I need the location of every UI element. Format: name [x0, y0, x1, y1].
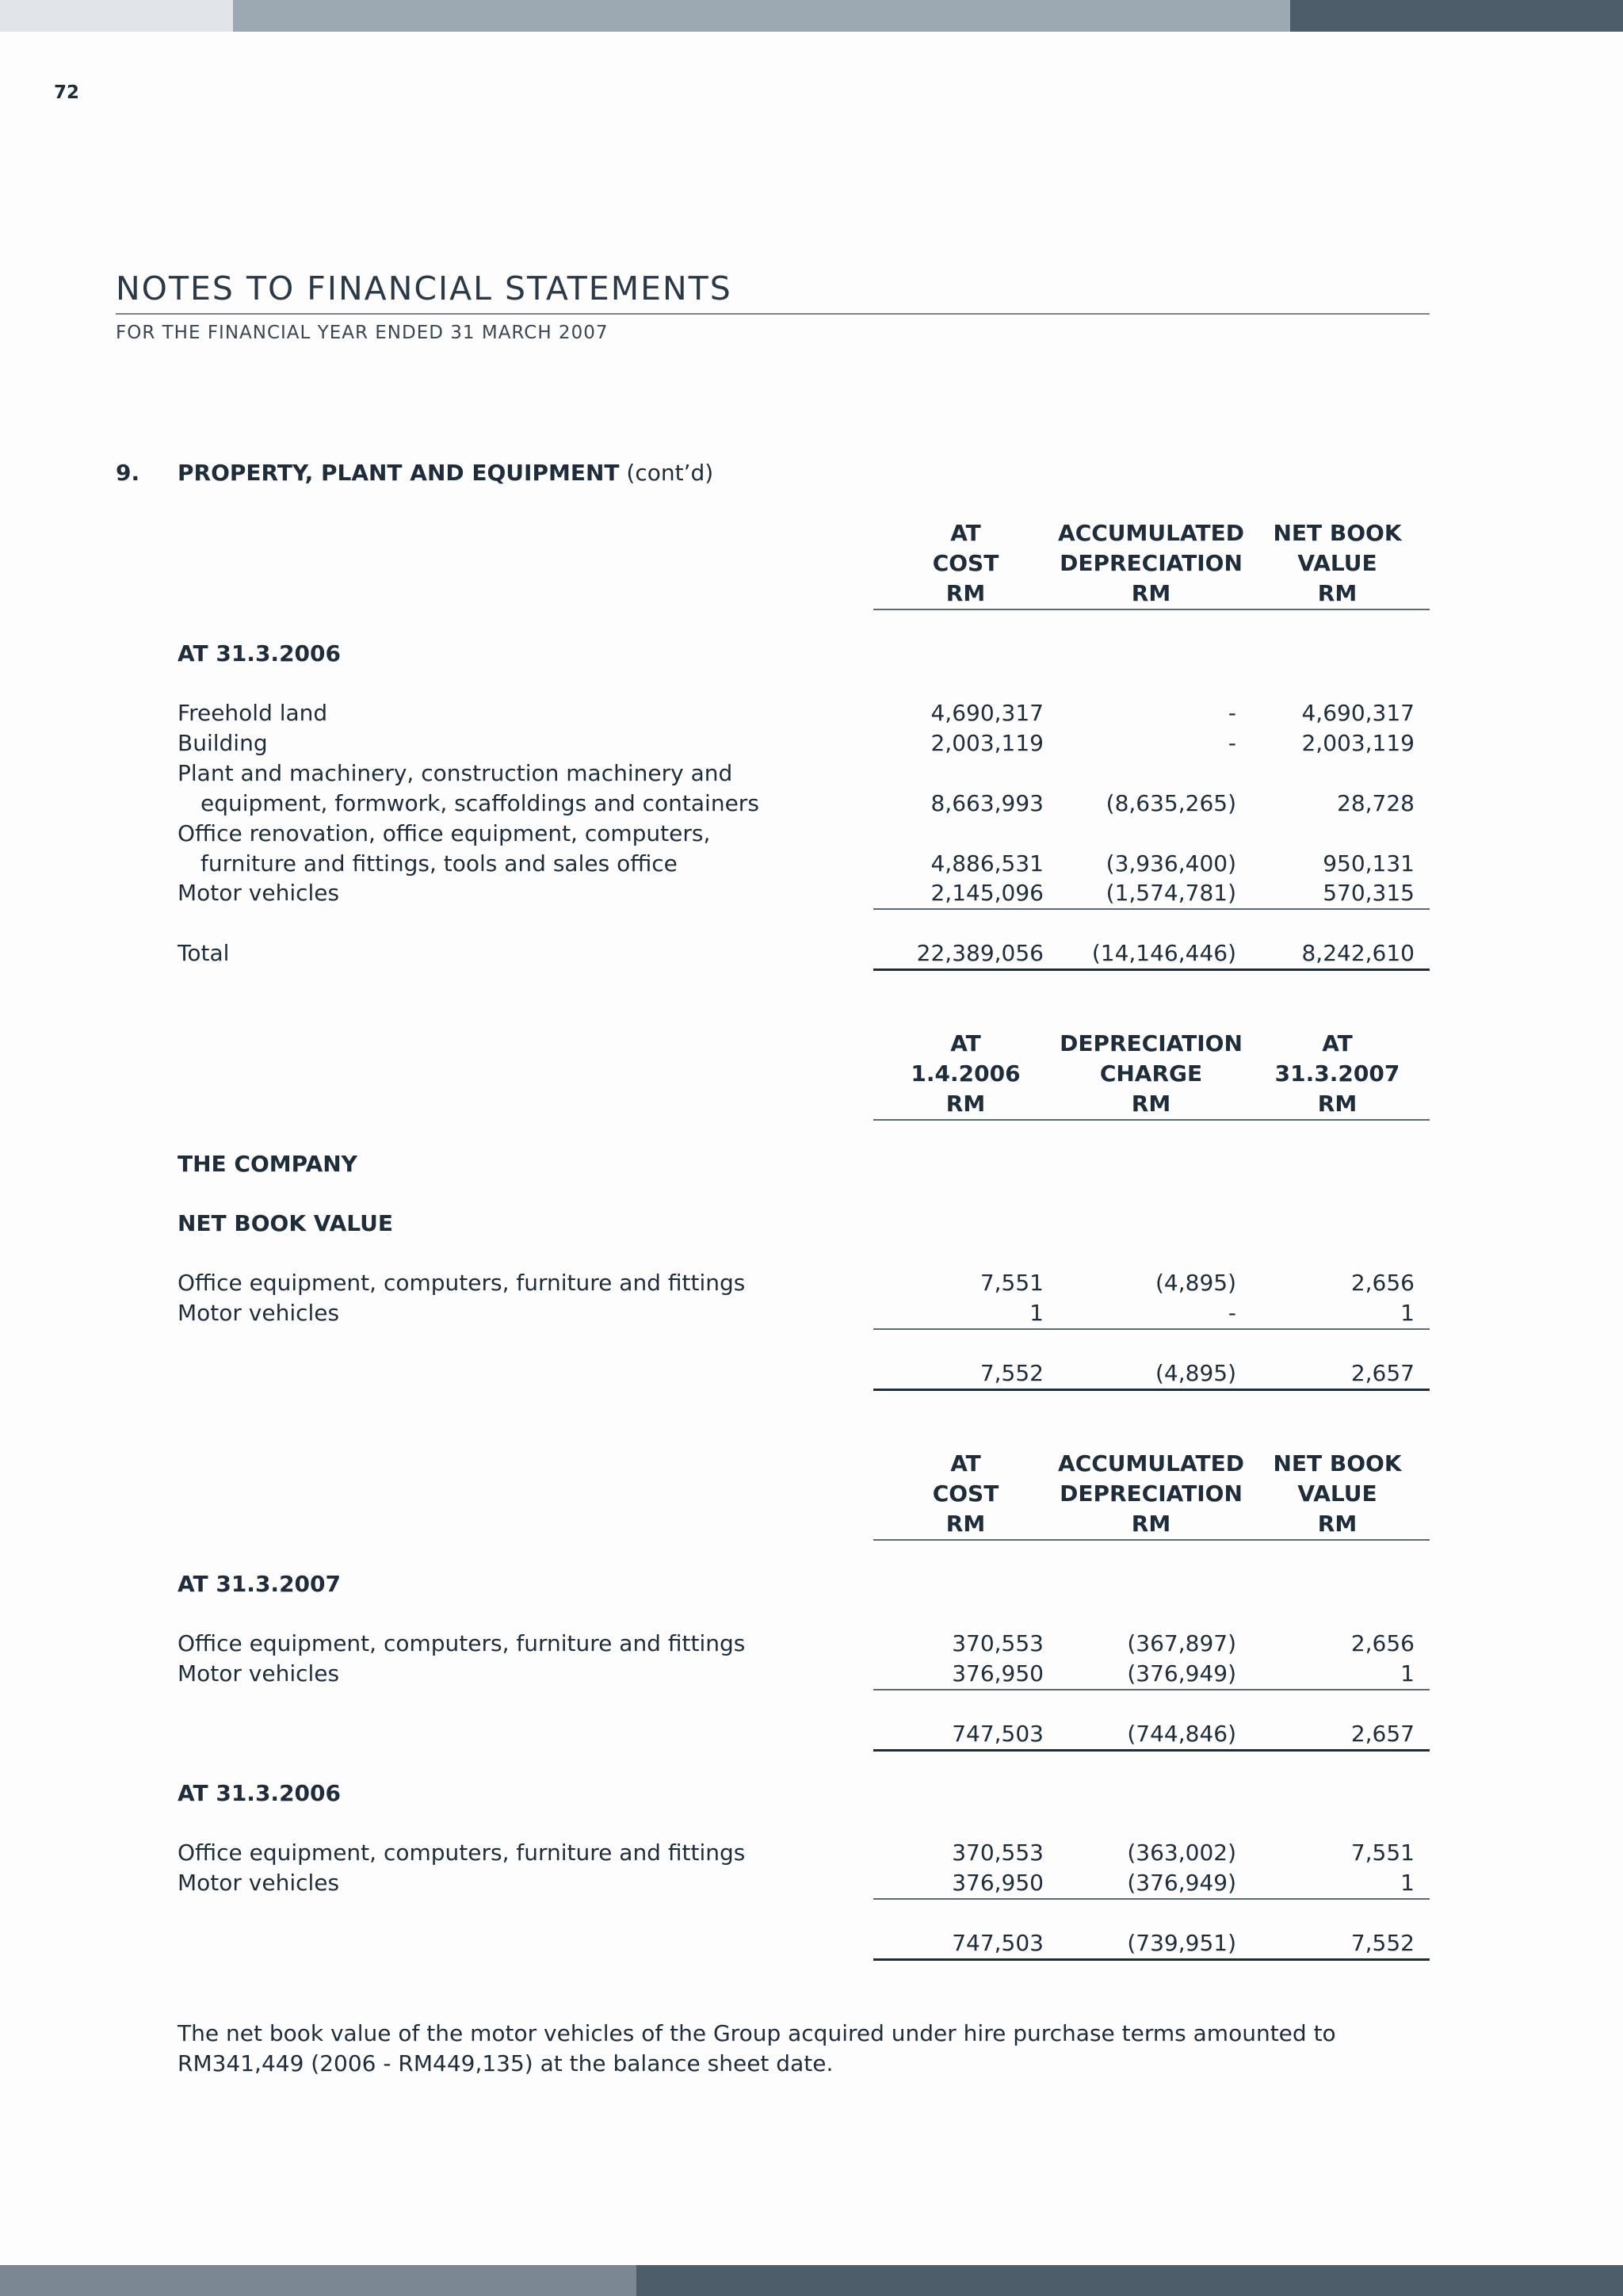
t2-col1-header-line3: RM	[945, 1091, 986, 1117]
t1-col1-header-line2: COST	[932, 550, 999, 576]
t3-subtotal-rule	[873, 1689, 1430, 1690]
t2-row-label: Motor vehicles	[178, 1300, 340, 1326]
t1-row-value-cost: 4,886,531	[930, 850, 1044, 877]
t3-col1-header	[885, 1449, 1046, 1539]
bottom-bar-segment-light	[0, 2265, 636, 2296]
t3-col3-header	[1256, 1449, 1419, 1539]
title-divider	[116, 313, 1430, 315]
top-bar-segment-dark	[1290, 0, 1623, 32]
t1-row-value-cost: 2,003,119	[930, 730, 1044, 756]
t3-row-value-nbv: 2,656	[1350, 1630, 1415, 1656]
t3-col1-header-line2: COST	[932, 1480, 999, 1507]
t1-row-label-cont: furniture and fittings, tools and sales office	[200, 850, 678, 877]
t1-total-cost: 22,389,056	[916, 940, 1044, 966]
t1-row-value-cost: 2,145,096	[930, 880, 1044, 906]
t3-col2-header	[1046, 1449, 1256, 1539]
t1-total-nbv: 8,242,610	[1301, 940, 1415, 966]
t3-row-label: Office equipment, computers, furniture and fittings	[178, 1839, 746, 1866]
t2-col3-header-line2: 31.3.2007	[1274, 1060, 1400, 1087]
t1-row-label: Plant and machinery, construction machinery and	[178, 760, 733, 786]
t3-total-cost-2: 747,503	[952, 1930, 1044, 1956]
t1-row-label: Motor vehicles	[178, 880, 340, 906]
t2-total-charge: (4,895)	[1155, 1360, 1236, 1386]
t3-row-value-cost: 376,950	[952, 1870, 1044, 1896]
t2-col3-header	[1256, 1029, 1419, 1119]
footnote: The net book value of the motor vehicles of the Group acquired under hire purchase terms amounted to RM341,449 (2006 - RM449,135) at the balance sheet date.	[178, 2020, 1336, 2076]
t2-col1-header-line2: 1.4.2006	[911, 1060, 1021, 1087]
section-number: 9.	[116, 460, 140, 486]
t1-row-label-cont: equipment, formwork, scaffoldings and containers	[200, 790, 759, 816]
t1-col1-header-line3: RM	[945, 580, 986, 606]
bottom-bar-segment-dark	[636, 2265, 1623, 2296]
t2-col2-header-line3: RM	[1131, 1091, 1171, 1117]
t2-row-value-charge: -	[1228, 1300, 1236, 1326]
t2-row-value-closing: 1	[1400, 1300, 1415, 1326]
t3-col3-header-line3: RM	[1317, 1511, 1358, 1537]
t1-header-rule	[873, 609, 1430, 610]
t3-total-depreciation-2: (739,951)	[1127, 1930, 1236, 1956]
t1-row-value-nbv: 28,728	[1337, 790, 1415, 816]
t1-row-value-cost: 4,690,317	[930, 700, 1044, 726]
t1-row-label: Office renovation, office equipment, computers,	[178, 820, 711, 846]
t2-total-closing: 2,657	[1350, 1360, 1415, 1386]
page-title: NOTES TO FINANCIAL STATEMENTS	[116, 269, 732, 308]
t3-total-nbv: 2,657	[1350, 1721, 1415, 1747]
t2-row-value-closing: 2,656	[1350, 1270, 1415, 1296]
t2-heading-company: THE COMPANY	[178, 1151, 357, 1177]
t3-subtotal-rule-2	[873, 1898, 1430, 1900]
t3-row-value-cost: 370,553	[952, 1839, 1044, 1866]
t3-row-value-depreciation: (376,949)	[1127, 1870, 1236, 1896]
t1-row-value-depreciation: -	[1228, 730, 1236, 756]
t2-col1-header-line1: AT	[950, 1030, 981, 1056]
t3-row-label: Motor vehicles	[178, 1660, 340, 1687]
t1-total-depreciation: (14,146,446)	[1091, 940, 1236, 966]
t3-row-value-cost: 370,553	[952, 1630, 1044, 1656]
t1-row-value-nbv: 4,690,317	[1301, 700, 1415, 726]
t2-row-value-opening: 7,551	[980, 1270, 1044, 1296]
t3-row-label: Office equipment, computers, furniture and fittings	[178, 1630, 746, 1656]
t2-row-label: Office equipment, computers, furniture and fittings	[178, 1270, 746, 1296]
t1-row-value-depreciation: (8,635,265)	[1106, 790, 1236, 816]
t3-row-value-depreciation: (367,897)	[1127, 1630, 1236, 1656]
t2-heading-nbv: NET BOOK VALUE	[178, 1210, 393, 1236]
t3-row-value-nbv: 1	[1400, 1660, 1415, 1687]
t2-total-rule	[873, 1389, 1430, 1391]
t1-col2-header-line1: ACCUMULATED	[1058, 520, 1244, 546]
t1-row-value-nbv: 570,315	[1323, 880, 1415, 906]
t3-heading-2007: AT 31.3.2007	[178, 1571, 341, 1597]
t1-row-label: Freehold land	[178, 700, 328, 726]
t1-col2-header-line3: RM	[1131, 580, 1171, 606]
t3-col2-header-line2: DEPRECIATION	[1060, 1480, 1243, 1507]
t3-total-cost: 747,503	[952, 1721, 1044, 1747]
t3-col2-header-line3: RM	[1131, 1511, 1171, 1537]
t1-col3-header	[1256, 518, 1419, 609]
t1-col3-header-line1: NET BOOK	[1273, 520, 1402, 546]
t1-heading: AT 31.3.2006	[178, 640, 341, 667]
section-title-suffix: (cont’d)	[626, 460, 714, 486]
t3-col3-header-line1: NET BOOK	[1273, 1450, 1402, 1477]
t1-col3-header-line2: VALUE	[1297, 550, 1377, 576]
bottom-color-bar	[0, 2265, 1623, 2296]
t2-col2-header-line2: CHARGE	[1099, 1060, 1203, 1087]
t3-row-value-nbv: 7,551	[1350, 1839, 1415, 1866]
t1-total-label: Total	[178, 940, 230, 966]
t2-header-rule	[873, 1119, 1430, 1121]
t3-total-nbv-2: 7,552	[1350, 1930, 1415, 1956]
section-title-bold: PROPERTY, PLANT AND EQUIPMENT	[178, 460, 620, 486]
t1-subtotal-rule	[873, 908, 1430, 910]
t1-row-value-cost: 8,663,993	[930, 790, 1044, 816]
t2-row-value-charge: (4,895)	[1155, 1270, 1236, 1296]
t3-row-value-nbv: 1	[1400, 1870, 1415, 1896]
t1-row-value-nbv: 2,003,119	[1301, 730, 1415, 756]
t3-total-depreciation: (744,846)	[1127, 1721, 1236, 1747]
t1-col1-header	[885, 518, 1046, 609]
t1-col2-header-line2: DEPRECIATION	[1060, 550, 1243, 576]
t3-total-rule	[873, 1749, 1430, 1752]
t1-row-value-depreciation: (3,936,400)	[1106, 850, 1236, 877]
page-number: 72	[54, 82, 80, 103]
t1-col2-header	[1046, 518, 1256, 609]
t2-col2-header	[1046, 1029, 1256, 1119]
t2-total-opening: 7,552	[980, 1360, 1044, 1386]
t1-col3-header-line3: RM	[1317, 580, 1358, 606]
t2-col2-header-line1: DEPRECIATION	[1060, 1030, 1243, 1056]
t3-row-label: Motor vehicles	[178, 1870, 340, 1896]
t3-row-value-cost: 376,950	[952, 1660, 1044, 1687]
t3-header-rule	[873, 1539, 1430, 1541]
t2-subtotal-rule	[873, 1328, 1430, 1330]
section-title	[178, 460, 713, 486]
t2-col1-header	[885, 1029, 1046, 1119]
t3-col1-header-line1: AT	[950, 1450, 981, 1477]
t1-row-value-nbv: 950,131	[1323, 850, 1415, 877]
page-subtitle: FOR THE FINANCIAL YEAR ENDED 31 MARCH 2007	[116, 323, 609, 343]
t3-total-rule-2	[873, 1958, 1430, 1961]
t3-row-value-depreciation: (363,002)	[1127, 1839, 1236, 1866]
t1-col1-header-line1: AT	[950, 520, 981, 546]
t3-col1-header-line3: RM	[945, 1511, 986, 1537]
t3-col3-header-line2: VALUE	[1297, 1480, 1377, 1507]
t1-total-rule	[873, 968, 1430, 971]
t1-row-value-depreciation: (1,574,781)	[1106, 880, 1236, 906]
top-color-bar	[0, 0, 1623, 32]
t1-row-value-depreciation: -	[1228, 700, 1236, 726]
top-bar-segment-mid	[233, 0, 1290, 32]
t3-row-value-depreciation: (376,949)	[1127, 1660, 1236, 1687]
t3-col2-header-line1: ACCUMULATED	[1058, 1450, 1244, 1477]
t1-row-label: Building	[178, 730, 268, 756]
top-bar-segment-light	[0, 0, 233, 32]
t2-col3-header-line1: AT	[1322, 1030, 1353, 1056]
t2-row-value-opening: 1	[1029, 1300, 1044, 1326]
t3-heading-2006: AT 31.3.2006	[178, 1780, 341, 1806]
t2-col3-header-line3: RM	[1317, 1091, 1358, 1117]
